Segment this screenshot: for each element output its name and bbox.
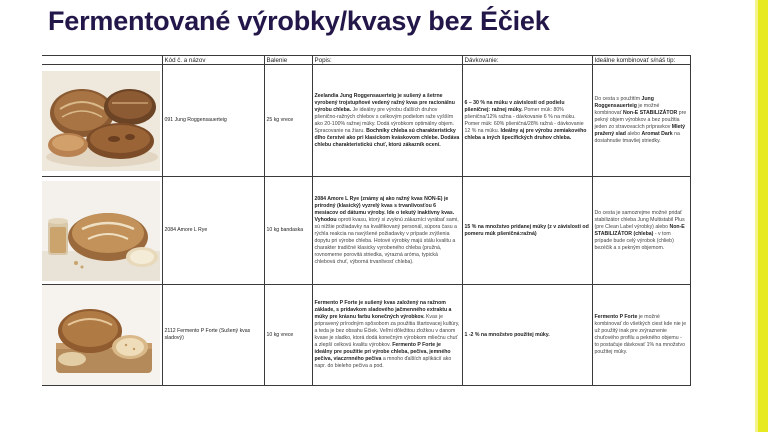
product-dosage xyxy=(462,65,592,177)
product-tip xyxy=(592,177,690,285)
product-code-name: 2084 Amore L Rye xyxy=(162,177,264,285)
text-regular: Do cesta s použitím xyxy=(594,96,642,102)
header-description: Popis: xyxy=(312,56,462,65)
product-code-name: 2112 Fermento P Forte (Sušený kvas sladový) xyxy=(162,285,264,386)
text-bold: Bochníky chleba sú charakteristicky dlho čerstvé ako pri klasickom kváskovom chlebe. Dodáva chlebu charakteristickú chuť, ktorú zákazník ocení. xyxy=(314,127,460,148)
header-row xyxy=(42,56,690,65)
product-dosage xyxy=(462,177,592,285)
product-packaging: 10 kg bandaska xyxy=(264,177,312,285)
product-image-cell xyxy=(42,285,162,386)
text-regular: pre pekný objem výrobkov a bez použitia jeden zo stravovacích prípravkov xyxy=(594,110,687,130)
product-code-name: 091 Jung Roggensauerteig xyxy=(162,65,264,177)
text-regular: Do cesta je samozrejme možné pridať stabilizátor chleba Jung Multistabil Plus (pre Clean Label výrobky) alebo xyxy=(594,209,685,230)
product-tip xyxy=(592,65,690,177)
text-bold: Jung Roggensauerteig xyxy=(594,96,654,109)
text-bold: Non-E STABILIZÁTOR xyxy=(622,110,678,116)
product-description xyxy=(312,177,462,285)
table-row xyxy=(42,65,690,177)
text-bold: Mletý pražený slad xyxy=(594,124,686,137)
header-code-name: Kód č. a názov xyxy=(162,56,264,65)
text-regular: na dosiahnutie tmavšej striedky. xyxy=(594,131,680,144)
accent-bar-edge xyxy=(755,0,758,432)
product-table xyxy=(42,55,691,386)
text-regular: a mnoho ďalších aplikácií ako napr. do bieleho pečiva a pod. xyxy=(314,356,452,369)
text-bold: Fermento P Forte je sušený kvas založený na ražnom základe, s prídavkom sladového jačmenného extraktu a múky pre krásnu farbu konečných výrobkov. xyxy=(314,300,452,320)
product-image-cell xyxy=(42,177,162,285)
product-description xyxy=(312,65,462,177)
header-tip: Ideálne kombinovať s/náš tip: xyxy=(592,56,690,65)
text-bold: Fermento P Forte je ideálny pre použitie pri výrobe chleba, pečiva, jemného pečiva, viaczrnného pečiva xyxy=(314,342,451,362)
header-image xyxy=(42,56,162,65)
table-row xyxy=(42,285,690,386)
table-row xyxy=(42,177,690,285)
text-bold: Zeelandia Jung Roggensauerteig je sušený a šetrne vyrobený trojstupňové vedený ražný kvas pre racionálnu výrobu chleba. xyxy=(314,92,455,113)
sourdough-loaf-photo xyxy=(42,181,160,281)
header-packaging: Balenie xyxy=(264,56,312,65)
text-bold: Aromat Dark xyxy=(641,131,673,137)
text-regular: Kvas je pripravený prírodným spôsobom za použitia štartovacej kultúry, a teda je bez obsahu Éčiek. Veľmi dôležitou zložkou v danom kvase je sladko, ktorá dodá konečným výrobkom mliečnu chuť a zlepší celkovú kvalitu výrobkov. xyxy=(314,314,460,348)
text-regular: - v tom prípade bude celý výrobok (chlieb) bezéčik a s pekným objemom. xyxy=(594,230,674,251)
text-bold: 2084 Amore L Rye (známy aj ako ražný kvas NON-E) je prírodný (klasický) vyzrelý kvas s trvanlivosťou 6 mesiacov od dátumu výroby. Ide o tekutý inaktívny kvas. Vyhodou xyxy=(314,195,455,223)
text-bold: Ideálny aj pre výrobu zemiakového chleba a iných špecifických druhov chleba. xyxy=(464,127,587,141)
text-regular: Je ideálny pre výrobu ďalších druhov pšenično-ražných chlebov s celkovým podielom raže vyšším ako 20-100% ražnej múky. Dodá výrobkom optimálny objem. Spracovanie na žiaru. xyxy=(314,106,454,134)
product-description xyxy=(312,285,462,386)
product-dosage xyxy=(462,285,592,386)
text-regular: alebo xyxy=(625,131,642,137)
bread-board-photo xyxy=(42,285,160,385)
product-packaging: 10 kg vrece xyxy=(264,285,312,386)
text-bold: 6 – 30 % na múku v závislosti od podielu pšeničnej: ražnej múky. xyxy=(464,99,565,113)
product-packaging: 25 kg vrece xyxy=(264,65,312,177)
text-regular: oproti kvasu, ktorý si zvyknú zákazníci vyrábať sami, sú nižšie požiadavky na kvalifikovaný personál, súpora času a rýchla reakcia na navýšené požiadavky v prípade zvýšenia dopytu pri výrobe chleba. Hotové výrobky majú stálu kvalitu a charakter tradičné klasicky vyrobeného chleba (pružná, rovnomerne porovitá striedka, výrazná aróma, typická chlebová chuť, výborná trvanlivosť chleba). xyxy=(314,216,459,265)
text-regular: je možné kombinovať do všetkých ciest kde nie je už použitý inak pre zvýraznenie chuťového profilu a pekného objemu - to postačuje dávkovať 1% na množstvo použitej múky. xyxy=(594,314,687,355)
accent-bar xyxy=(758,0,768,432)
slide-title: Fermentované výrobky/kvasy bez Éčiek xyxy=(48,6,550,36)
text-bold: 15 % na množstvo pridanej múky (z v závislosti od pomeru múk pšeničná:ražná) xyxy=(464,223,589,237)
product-image-cell xyxy=(42,65,162,177)
text-bold: Non-E STABILIZÁTOR (chleba) xyxy=(594,223,685,237)
text-bold: Fermento P Forte xyxy=(594,314,638,320)
text-bold: 1 -2 % na množstvo použitej múky. xyxy=(464,331,550,338)
text-regular: Pomer múk: 80% pšenična/12% ražna - dávkovanie 6 % na múku. Pomer múk: 60% pšeničná/28% ražná - dávkovanie 12 % na múku. xyxy=(464,106,584,134)
bread-loaves-photo xyxy=(42,71,160,171)
header-dosage: Dávkovanie: xyxy=(462,56,592,65)
text-regular: je možné kombinovať xyxy=(594,103,660,116)
product-tip xyxy=(592,285,690,386)
